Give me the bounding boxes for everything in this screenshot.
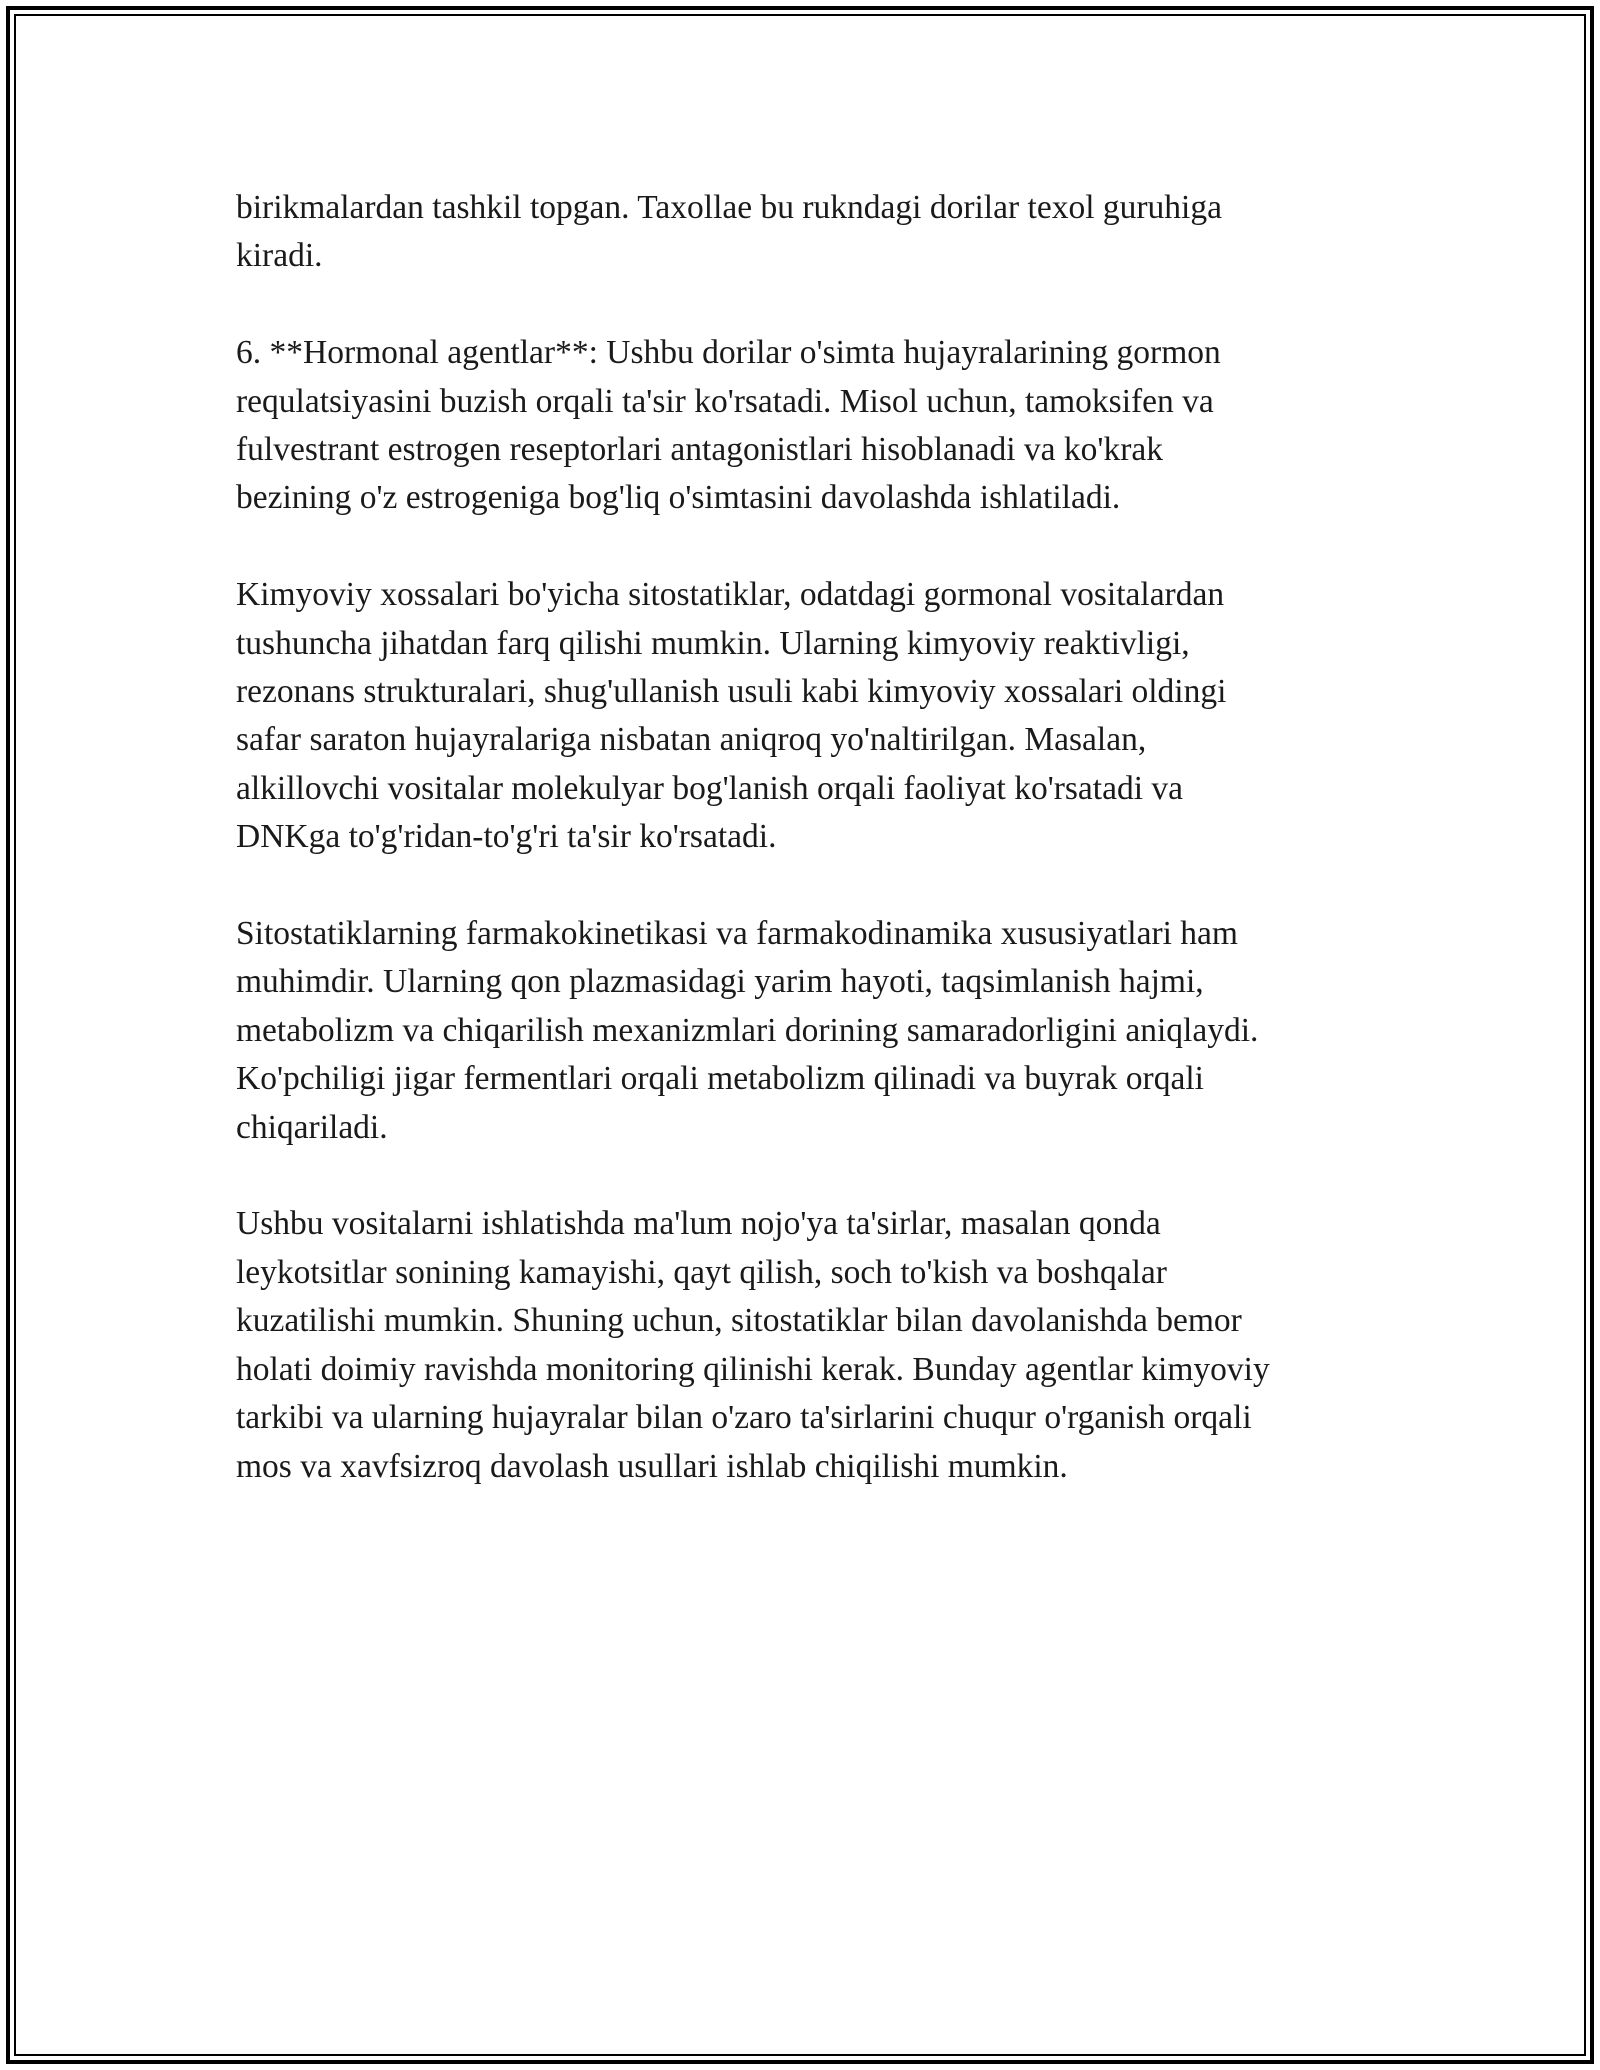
text-line: holati doimiy ravishda monitoring qilinishi kerak. Bunday agentlar kimyoviy [236, 1350, 1270, 1388]
paragraph-chemical-properties [236, 571, 1386, 861]
text-line: fulvestrant estrogen reseptorlari antagonistlari hisoblanadi va ko'krak [236, 431, 1163, 469]
text-line: alkillovchi vositalar molekulyar bog'lanish orqali faoliyat ko'rsatadi va [236, 769, 1184, 807]
text-line: Ushbu vositalarni ishlatishda ma'lum nojo'ya ta'sirlar, masalan qonda [236, 1205, 1161, 1243]
paragraph-taxol-continuation [236, 184, 1386, 281]
paragraph-side-effects [236, 1200, 1386, 1490]
text-line: safar saraton hujayralariga nisbatan aniqroq yo'naltirilgan. Masalan, [236, 721, 1147, 759]
text-line: requlatsiyasini buzish orqali ta'sir ko'rsatadi. Misol uchun, tamoksifen va [236, 382, 1214, 420]
text-line: bezining o'z estrogeniga bog'liq o'simtasini davolashda ishlatiladi. [236, 479, 1121, 517]
text-line: DNKga to'g'ridan-to'g'ri ta'sir ko'rsatadi. [236, 818, 777, 856]
text-line: Kimyoviy xossalari bo'yicha sitostatiklar, odatdagi gormonal vositalardan [236, 576, 1225, 614]
text-line: mos va xavfsizroq davolash usullari ishlab chiqilishi mumkin. [236, 1447, 1068, 1485]
text-line: kiradi. [236, 237, 323, 275]
paragraph-hormonal-agents [236, 329, 1386, 523]
text-line: rezonans strukturalari, shug'ullanish usuli kabi kimyoviy xossalari oldingi [236, 673, 1227, 711]
text-line: leykotsitlar sonining kamayishi, qayt qilish, soch to'kish va boshqalar [236, 1253, 1167, 1291]
text-line: tushuncha jihatdan farq qilishi mumkin. Ularning kimyoviy reaktivligi, [236, 624, 1190, 662]
text-line: tarkibi va ularning hujayralar bilan o'zaro ta'sirlarini chuqur o'rganish orqali [236, 1399, 1252, 1437]
paragraph-pharmacokinetics [236, 910, 1386, 1152]
text-line: birikmalardan tashkil topgan. Taxollae bu rukndagi dorilar texol guruhiga [236, 189, 1222, 226]
text-line: Sitostatiklarning farmakokinetikasi va farmakodinamika xususiyatlari ham [236, 915, 1238, 953]
text-line: chiqariladi. [236, 1108, 388, 1146]
text-line: kuzatilishi mumkin. Shuning uchun, sitostatiklar bilan davolanishda bemor [236, 1302, 1242, 1340]
text-line: Ko'pchiligi jigar fermentlari orqali metabolizm qilinadi va buyrak orqali [236, 1060, 1204, 1098]
document-body [236, 184, 1386, 1491]
text-line: metabolizm va chiqarilish mexanizmlari dorining samaradorligini aniqlaydi. [236, 1011, 1259, 1049]
text-line: 6. **Hormonal agentlar**: Ushbu dorilar o'simta hujayralarining gormon [236, 334, 1221, 372]
text-line: muhimdir. Ularning qon plazmasidagi yarim hayoti, taqsimlanish hajmi, [236, 963, 1204, 1001]
